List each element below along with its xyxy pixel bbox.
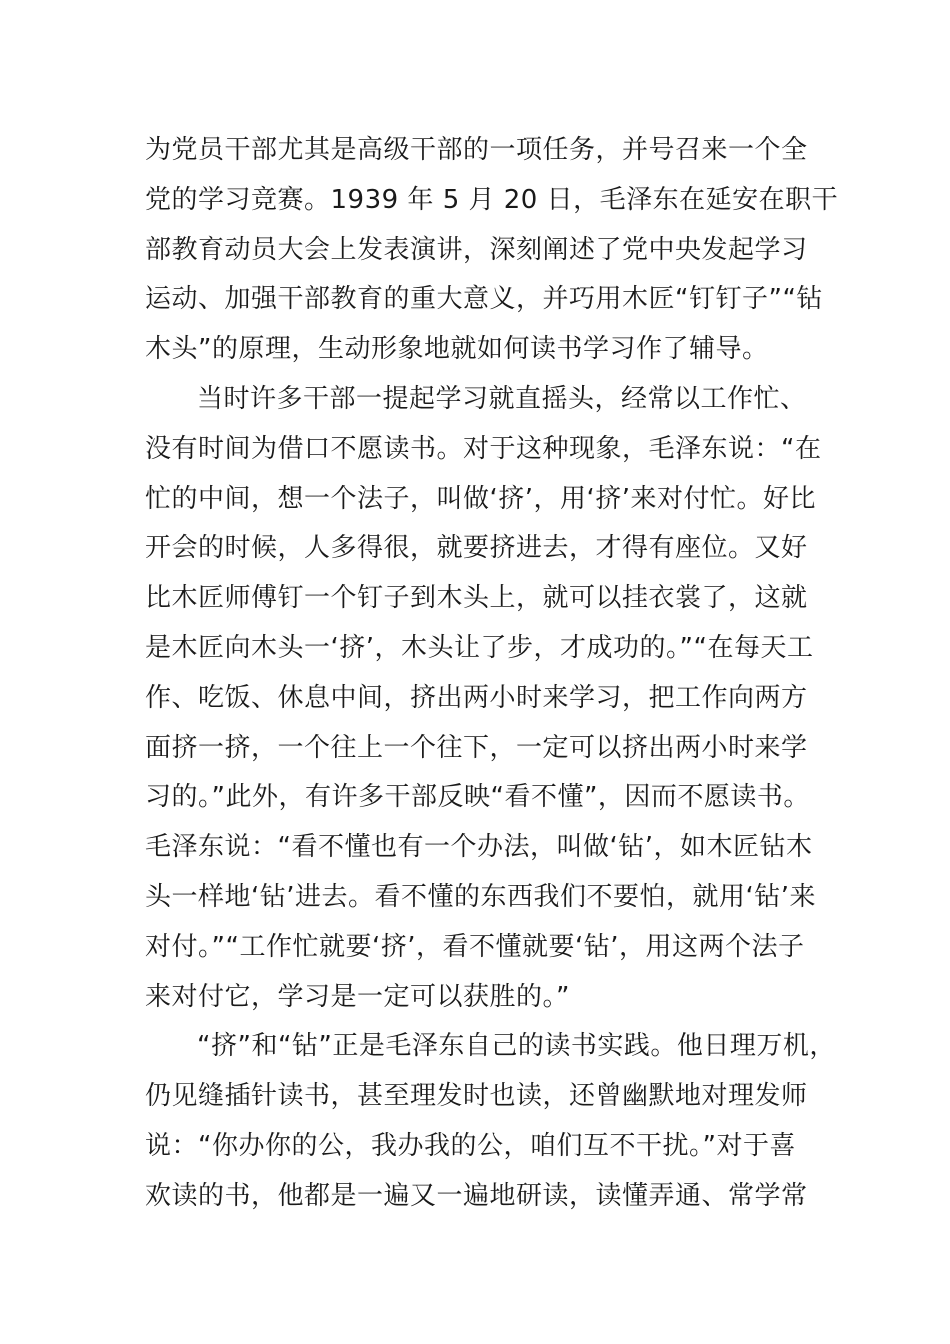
text-line: 木头”的原理，生动形象地就如何读书学习作了辅导。 [145, 334, 769, 365]
text-line: 欢读的书，他都是一遍又一遍地研读，读懂弄通、常学常 [145, 1180, 808, 1211]
text-line: 面挤一挤，一个往上一个往下，一定可以挤出两小时来学 [145, 732, 808, 763]
text-line: 运动、加强干部教育的重大意义，并巧用木匠“钉钉子”“钻 [145, 284, 823, 315]
text-line: 党的学习竞赛。1939 年 5 月 20 日，毛泽东在延安在职干 [145, 184, 839, 215]
text-line: 对付。”“工作忙就要‘挤’，看不懂就要‘钻’，用这两个法子 [145, 931, 805, 962]
text-line: 说：“你办你的公，我办我的公，咱们互不干扰。”对于喜 [145, 1130, 796, 1161]
text-line: 毛泽东说：“看不懂也有一个办法，叫做‘钻’，如木匠钻木 [145, 832, 813, 863]
text-line: 忙的中间，想一个法子，叫做‘挤’，用‘挤’来对付忙。好比 [145, 483, 817, 514]
text-line: 来对付它，学习是一定可以获胜的。” [145, 981, 570, 1012]
text-line: 是木匠向木头一‘挤’，木头让了步，才成功的。”“在每天工 [145, 632, 814, 663]
paragraph-first-line: 当时许多干部一提起学习就直摇头，经常以工作忙、 [197, 383, 807, 414]
text-line: 习的。”此外，有许多干部反映“看不懂”，因而不愿读书。 [145, 782, 810, 813]
text-line: 仍见缝插针读书，甚至理发时也读，还曾幽默地对理发师 [145, 1081, 808, 1112]
text-line: 作、吃饭、休息中间，挤出两小时来学习，把工作向两方 [145, 682, 808, 713]
text-line: 头一样地‘钻’进去。看不懂的东西我们不要怕，就用‘钻’来 [145, 881, 817, 912]
text-line: 开会的时候，人多得很，就要挤进去，才得有座位。又好 [145, 533, 808, 564]
text-line: 为党员干部尤其是高级干部的一项任务，并号召来一个全 [145, 135, 808, 165]
body-text [145, 126, 845, 1222]
text-line: 没有时间为借口不愿读书。对于这种现象，毛泽东说：“在 [145, 433, 822, 464]
paragraph-first-line: “挤”和“钻”正是毛泽东自己的读书实践。他日理万机， [197, 1031, 836, 1062]
text-line: 比木匠师傅钉一个钉子到木头上，就可以挂衣裳了，这就 [145, 583, 808, 614]
text-line: 部教育动员大会上发表演讲，深刻阐述了党中央发起学习 [145, 234, 808, 265]
